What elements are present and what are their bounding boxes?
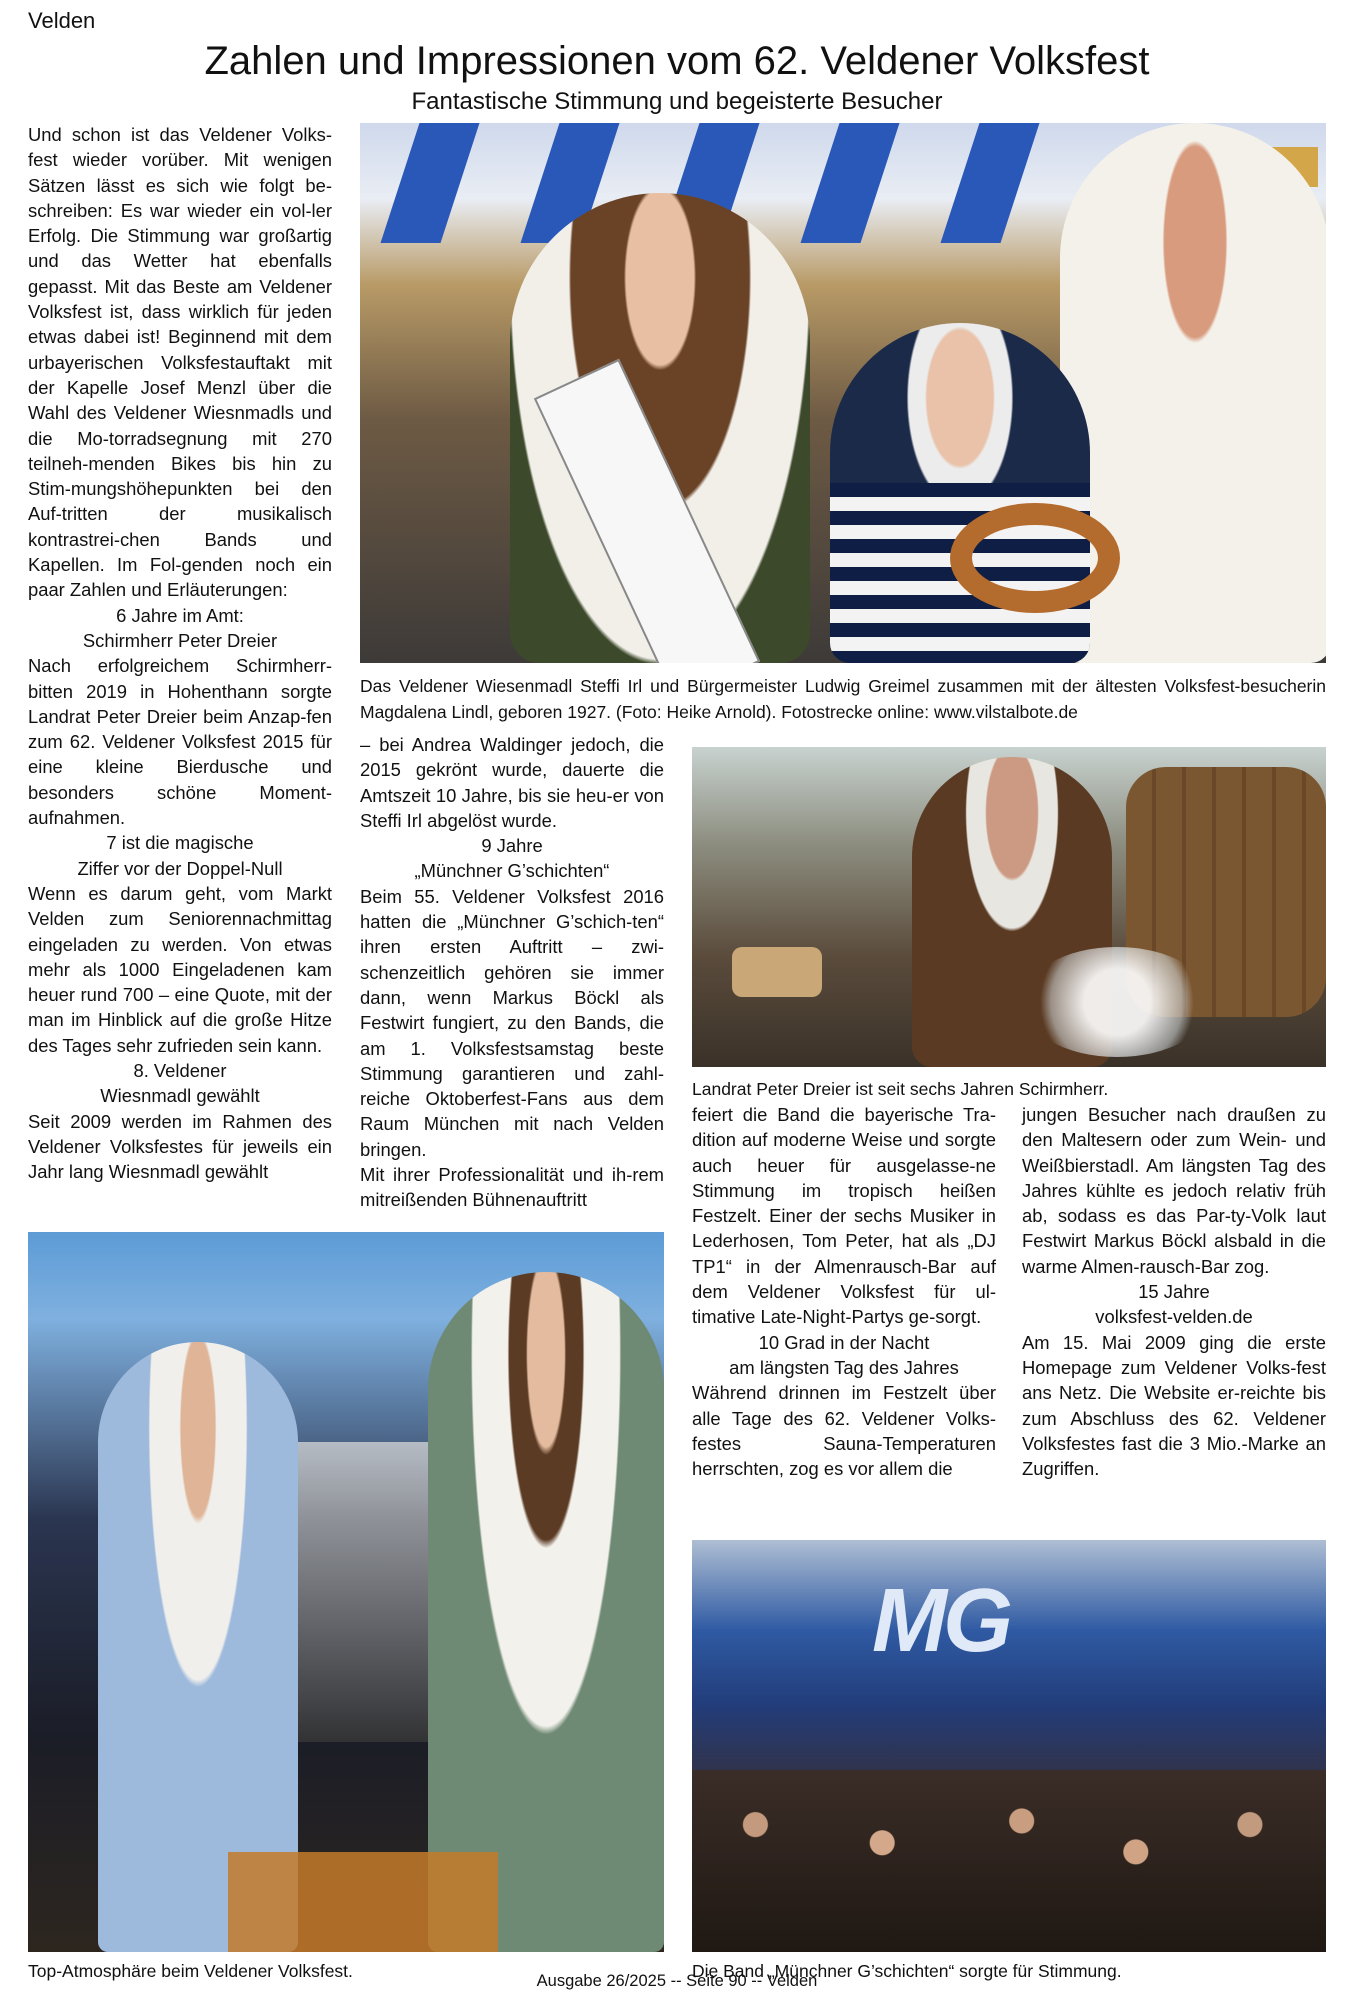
subheading: Ziffer vor der Doppel-Null [77,857,283,879]
subheading: 6 Jahre im Amt: [116,604,244,626]
subheading: am längsten Tag des Jahres [729,1356,959,1378]
page-footer: Ausgabe 26/2025 -- Seite 90 -- Velden [536,1972,818,1990]
article-column-3 [692,1102,996,1481]
subheading: 8. Veldener [133,1059,227,1081]
photo-top-atmosphere [28,1232,664,1952]
subheading: 15 Jahre [1138,1281,1210,1303]
paragraph: – bei Andrea Waldinger jedoch, die 2015 gekrönt wurde, dauerte die Amtszeit 10 Jahre, bis sie heu-er von Steffi Irl abgelöst wurde. [360,734,664,831]
subheading: Wiesnmadl gewählt [100,1085,260,1107]
paragraph: Nach erfolgreichem Schirmherr-bitten 2019 in Hohenthann sorgte Landrat Peter Dreier beim Anzap-fen zum 62. Veldener Volksfest 2015 für eine kleine Bierdusche und besonders schöne Moment-aufnahmen. [28,655,332,829]
article-headline: Zahlen und Impressionen vom 62. Veldener Volksfest [204,39,1150,83]
caption-tap-photo: Landrat Peter Dreier ist seit sechs Jahren Schirmherr. [692,1079,1109,1099]
band-logo-mg: MG [872,1571,1009,1671]
article-column-4 [1022,1102,1326,1481]
subheading: Schirmherr Peter Dreier [82,629,278,651]
article-subheadline: Fantastische Stimmung und begeisterte Besucher [411,88,943,115]
article-column-2 [360,732,664,1213]
photo-wiesnmadl-mayor-oldest-visitor [360,123,1326,663]
paragraph: Beim 55. Veldener Volksfest 2016 hatten die „Münchner G’schich-ten“ ihren ersten Auftritt – zwi-schenzeitlich gehören sie immer dann, wenn Markus Böckl als Festwirt fungiert, zu den Bands, die am 1. Volksfestsamstag beste Stimmung garantieren und zahl-reiche Oktoberfest-Fans aus dem Raum München mit nach Velden bringen. [360,885,664,1160]
paragraph: Wenn es darum geht, vom Markt Velden zum Seniorennachmittag eingeladen zu werden. Von etwas mehr als 1000 Eingeladenen kam heuer rund 700 – eine Quote, mit der man im Hinblick auf die große Hitze des Tages sehr zufrieden sein kann. [28,882,332,1056]
paragraph: Mit ihrer Professionalität und ih-rem mitreißenden Bühnenauftritt [360,1164,664,1211]
photo-band-stage [692,1540,1326,1952]
paragraph: Seit 2009 werden im Rahmen des Veldener Volksfestes für jeweils ein Jahr lang Wiesnmadl gewählt [28,1110,332,1183]
paragraph: Und schon ist das Veldener Volks-fest wieder vorüber. Mit wenigen Sätzen lässt es sich wie folgt be-schreiben: Es war wieder ein vol-ler Erfolg. Die Stimmung war großartig und das Wetter hat ebenfalls gepasst. Mit das Beste am Veldener Volksfest ist, dass wirklich für jeden etwas dabei ist! Beginnend mit dem urbayerischen Volksfestauftakt mit der Kapelle Josef Menzl über die Wahl des Veldener Wiesnmadls und die Mo-torradsegnung mit 270 teilneh-menden Bikes bis hin zu Stim-mungshöhepunkten bei den Auf-tritten der musikalisch kontrastrei-chen Bands und Kapellen. Im Fol-genden noch ein paar Zahlen und Erläuterungen: [28,124,332,601]
subheading: volksfest-velden.de [1095,1306,1253,1328]
section-label: Velden [28,8,96,33]
caption-band-photo: Die Band „Münchner G’schichten“ sorgte für Stimmung. [692,1961,1122,1981]
caption-main-photo: Das Veldener Wiesenmadl Steffi Irl und Bürgermeister Ludwig Greimel zusammen mit der ältesten Volksfest-besucherin Magdalena Lindl, geboren 1927. (Foto: Heike Arnold). Fotostrecke online: www.vilstalbote.de [360,676,1326,722]
photo-beer-tapping [692,747,1326,1067]
subheading: 10 Grad in der Nacht [758,1331,930,1353]
subheading: 9 Jahre [481,835,543,857]
article-column-1 [28,122,332,1184]
paragraph: Am 15. Mai 2009 ging die erste Homepage zum Veldener Volks-fest ans Netz. Die Website er-reichte bis zum Abschluss des 62. Veldener Volksfestes fast die 3 Mio.-Marke an Zugriffen. [1022,1331,1326,1480]
subheading: „Münchner G’schichten“ [414,860,610,882]
paragraph: Während drinnen im Festzelt über alle Tage des 62. Veldener Volks-festes Sauna-Temperaturen herrschten, zog es vor allem die [692,1382,996,1480]
subheading: 7 ist die magische [106,832,254,854]
paragraph: feiert die Band die bayerische Tra-dition auf moderne Weise und sorgte auch heuer für ausgelasse-ne Stimmung im tropisch heißen Festzelt. Einer der sechs Musiker in Lederhosen, Tom Peter, hat als „DJ TP1“ in der Almenrausch-Bar auf dem Veldener Volksfest für ul-timative Late-Night-Partys ge-sorgt. [692,1104,996,1328]
caption-atmosphere-photo: Top-Atmosphäre beim Veldener Volksfest. [28,1961,353,1981]
paragraph: jungen Besucher nach draußen zu den Maltesern oder zum Wein- und Weißbierstadl. Am längsten Tag des Jahres kühlte es jedoch relativ früh ab, sodass es das Par-ty-Volk laut Festwirt Markus Böckl alsbald in die warme Almen-rausch-Bar zog. [1022,1104,1326,1277]
